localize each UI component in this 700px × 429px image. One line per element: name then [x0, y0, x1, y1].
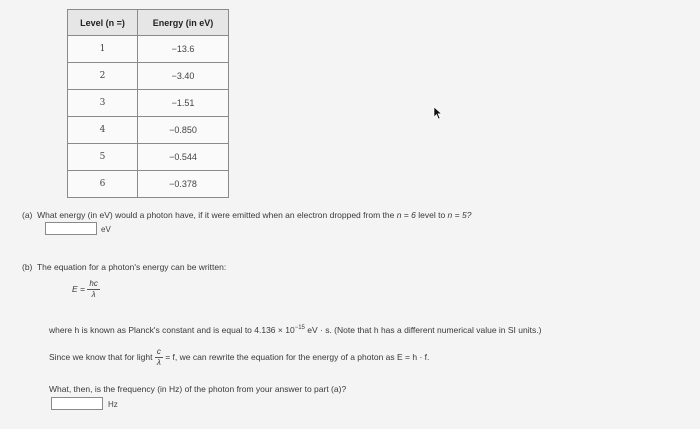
equation-denominator: λ	[91, 290, 96, 299]
planck-text-post: eV · s. (Note that h has a different numerical value in SI units.)	[307, 325, 542, 335]
energy-cell: −13.6	[138, 36, 229, 63]
planck-text-pre: where h is known as Planck's constant and is equal to 4.136 × 10	[49, 325, 295, 335]
part-a-text: What energy (in eV) would a photon have, if it were emitted when an electron dropped from the	[37, 210, 395, 220]
energy-column-header: Energy (in eV)	[138, 10, 229, 36]
light-text-pre: Since we know that for light	[49, 351, 153, 362]
energy-cell: −3.40	[138, 63, 229, 90]
table-row	[68, 171, 229, 198]
mouse-cursor-icon	[433, 106, 443, 120]
frequency-question: What, then, is the frequency (in Hz) of the photon from your answer to part (a)?	[49, 384, 347, 394]
level-cell: 6	[68, 171, 138, 198]
table-row	[68, 144, 229, 171]
table-row	[68, 63, 229, 90]
table-row	[68, 36, 229, 63]
energy-level-table	[67, 9, 229, 198]
planck-constant-text	[49, 325, 541, 335]
level-cell: 3	[68, 90, 138, 117]
part-a-n-to: n = 5?	[447, 210, 472, 220]
energy-cell: −0.850	[138, 117, 229, 144]
part-a-label: (a)	[22, 210, 33, 220]
level-cell: 2	[68, 63, 138, 90]
part-a-answer-input[interactable]	[45, 222, 97, 235]
part-b-unit: Hz	[108, 400, 118, 409]
equation-fraction	[87, 279, 99, 300]
light-numerator: c	[156, 347, 161, 356]
equation-numerator: hc	[89, 279, 98, 288]
energy-cell: −0.544	[138, 144, 229, 171]
light-relation-text	[49, 347, 429, 368]
level-cell: 4	[68, 117, 138, 144]
energy-cell: −1.51	[138, 90, 229, 117]
level-cell: 5	[68, 144, 138, 171]
table-header-row	[68, 10, 229, 36]
light-denominator: λ	[156, 358, 161, 367]
part-b-answer-input[interactable]	[51, 397, 103, 410]
table-row	[68, 90, 229, 117]
part-b-intro-text: The equation for a photon's energy can be written:	[36, 262, 227, 272]
part-b-intro	[22, 262, 226, 272]
level-column-header: Level (n =)	[68, 10, 138, 36]
part-a-question	[22, 210, 471, 220]
level-cell: 1	[68, 36, 138, 63]
planck-exponent: −15	[294, 325, 305, 332]
part-a-mid: level to	[418, 210, 446, 220]
light-fraction	[155, 347, 163, 368]
energy-cell: −0.378	[138, 171, 229, 198]
part-b-label: (b)	[22, 262, 33, 272]
part-a-n-from: n = 6	[396, 210, 416, 220]
equation-lhs: E =	[72, 283, 85, 294]
energy-equation	[72, 279, 100, 300]
part-a-unit: eV	[101, 225, 111, 234]
table-row	[68, 117, 229, 144]
light-text-post: = f, we can rewrite the equation for the energy of a photon as E = h · f.	[165, 351, 430, 362]
